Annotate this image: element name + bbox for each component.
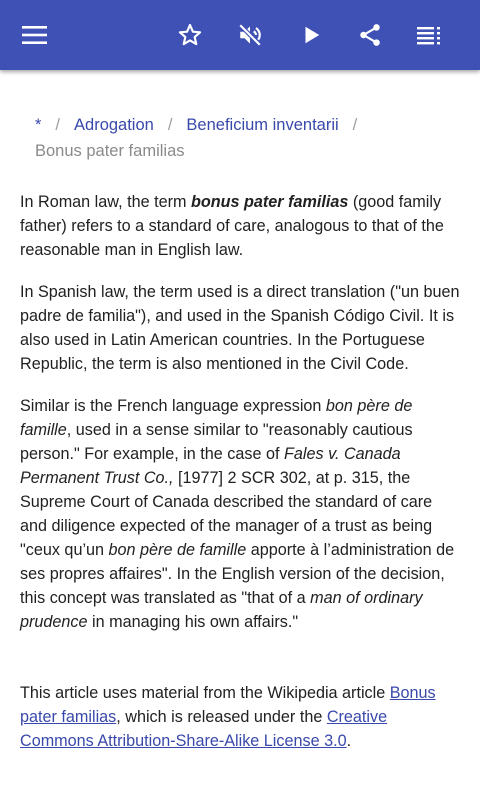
- attribution-footer: [20, 681, 462, 753]
- italic-term: man of ordinary prudence: [20, 589, 423, 631]
- breadcrumb-beneficium-link[interactable]: Beneficium inventarii: [186, 116, 339, 134]
- text: , used in a sense similar to "reasonably cautious person." For example, in the case of: [20, 421, 413, 463]
- wikipedia-article-link[interactable]: Bonus pater familias: [20, 684, 436, 726]
- italic-term: bon père de famille: [108, 541, 247, 559]
- license-link[interactable]: Creative Commons Attribution-Share-Alike License 3.0: [20, 708, 388, 750]
- text: In Roman law, the term: [20, 193, 191, 211]
- article-content: [20, 112, 462, 771]
- text: Similar is the French language expression: [20, 397, 326, 415]
- text: in managing his own affairs.": [87, 613, 299, 631]
- star-outline-icon[interactable]: [166, 11, 214, 59]
- breadcrumb-current: Bonus pater familias: [35, 142, 185, 160]
- text: This article uses material from the Wikipedia article: [20, 684, 390, 702]
- italic-case-name: Fales v. Canada Permanent Trust Co.,: [20, 445, 401, 487]
- bold-italic-term: bonus pater familias: [190, 193, 349, 211]
- volume-off-icon[interactable]: [226, 11, 274, 59]
- hamburger-menu-icon[interactable]: [11, 11, 59, 59]
- app-toolbar: [0, 0, 480, 70]
- share-icon[interactable]: [346, 11, 394, 59]
- text: .: [346, 732, 352, 750]
- play-icon[interactable]: [287, 11, 335, 59]
- breadcrumb-separator: /: [167, 116, 173, 134]
- breadcrumb: [35, 112, 462, 164]
- breadcrumb-adrogation-link[interactable]: Adrogation: [74, 116, 154, 134]
- paragraph-spanish-law: In Spanish law, the term used is a direct translation ("un buen padre de familia"), and used in the Spanish Código Civil. It is also used in Latin American countries. In the Portuguese Republic, the term is also mentioned in the Civil Code.: [20, 283, 460, 373]
- text: (good family father) refers to a standard of care, analogous to that of the reasonable man in English law.: [20, 193, 444, 259]
- paragraph-french-expression: [20, 394, 462, 634]
- breadcrumb-separator: /: [55, 116, 61, 134]
- breadcrumb-root-link[interactable]: *: [35, 116, 42, 134]
- paragraph-roman-law: [20, 190, 462, 262]
- list-icon[interactable]: [406, 11, 454, 59]
- text: apporte à l’administration de ses propres affaires". In the English version of the decision, this concept was translated as "that of a: [20, 541, 455, 607]
- italic-term: bon père de famille: [20, 397, 413, 439]
- text: [1977] 2 SCR 302, at p. 315, the Supreme Court of Canada described the standard of care and diligence expected of the manager of a trust as being "ceux qu’un: [20, 469, 433, 559]
- text: , which is released under the: [116, 708, 327, 726]
- breadcrumb-separator: /: [352, 116, 358, 134]
